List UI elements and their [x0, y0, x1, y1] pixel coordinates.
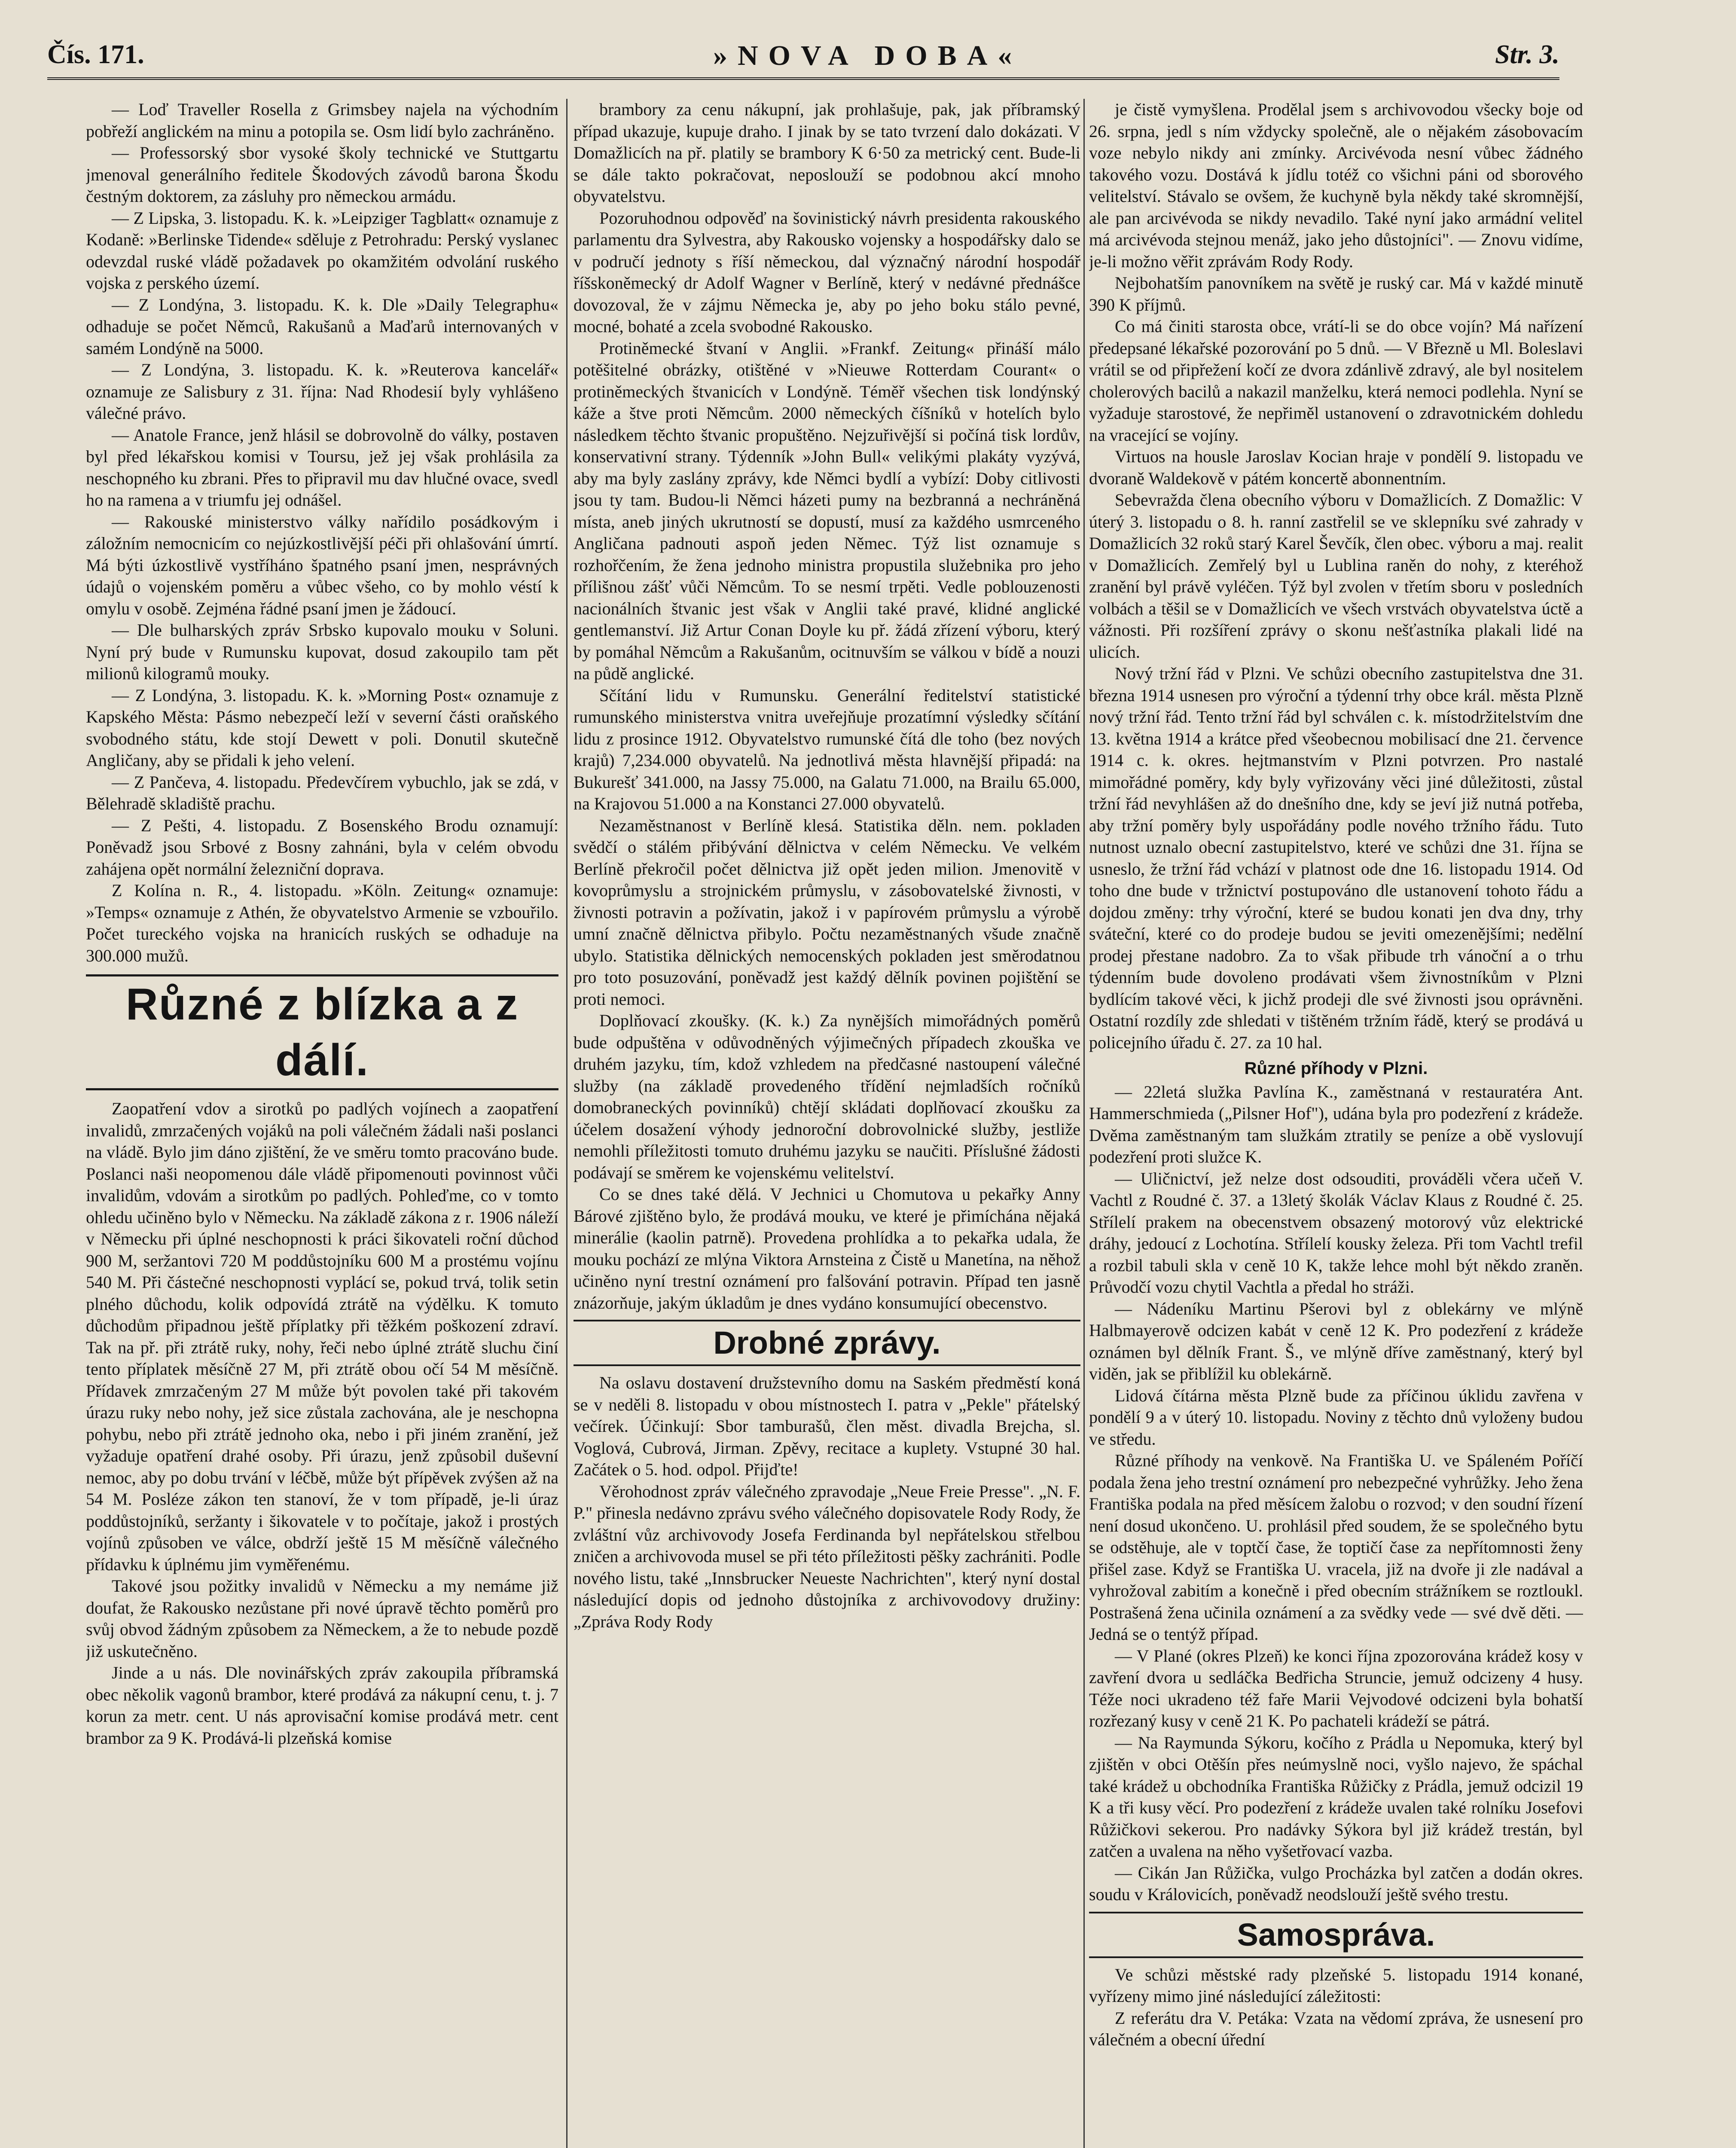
article-paragraph: Z Kolína n. R., 4. listopadu. »Köln. Zeitung« oznamuje: »Temps« oznamuje z Athén, že obyvatelstvo Armenie se vzbouřilo. Počet tureckého vojska na hranicích ruských se odhaduje na 300.000 mužů. [86, 881, 558, 965]
article-paragraph: Věrohodnost zpráv válečného zpravodaje „Neue Freie Presse". „N. F. P." přinesla nedávno zprávu svého válečného dopisovatele Rody Rody, že zvláštní vůz archivovody Josefa Ferdinanda byl nepřátelskou střelbou zničen a archivovoda musel se při této příležitosti pěšky zachrániti. Podle nového listu, také „Innsbrucker Neueste Nachrichten", který nyní dostal následující dopis od jednoho důstojníka z archivovodovy družiny: „Zpráva Rody Rody [574, 1481, 1080, 1631]
subheading: Různé příhody v Plzni. [1244, 1059, 1428, 1078]
article-paragraph: Virtuos na housle Jaroslav Kocian hraje v pondělí 9. listopadu ve dvoraně Waldekově v pátém koncertě abonnentním. [1089, 447, 1583, 488]
article-paragraph: — Z Pančeva, 4. listopadu. Předevčírem vybuchlo, jak se zdá, v Bělehradě skladiště prachu. [86, 772, 558, 813]
article-paragraph: — Na Raymunda Sýkoru, kočího z Prádla u Nepomuka, který byl zjištěn v obci Otěšín přes neúmyslně noci, vyšlo najevo, že spáchal také krádež u obchodníka Františka Růžičky z Prádla, jemuž odcizil 19 K a tři kusy věcí. Pro podezření z krádeže uvalen také rolníku Josefovi Růžičkovi sekerou. Pro nadávky Sýkora byl již krádež trestán, byl zatčen a uvalena na něho vyšetřovací vazba. [1089, 1733, 1583, 1861]
page-number: Str. 3. [1495, 40, 1559, 69]
newspaper-title: »NOVA DOBA« [713, 40, 1022, 71]
article-paragraph: — Z Lipska, 3. listopadu. K. k. »Leipziger Tagblatt« oznamuje z Kodaně: »Berlinske Tidende« sděluje z Petrohradu: Perský vyslanec odevzdal ruské vládě požadavek po okamžitém odvolání ruského vojska z perského území. [86, 208, 558, 293]
column-3 [1089, 99, 1583, 2148]
column-1 [86, 99, 558, 2148]
article-paragraph: — Uličnictví, jež nelze dost odsouditi, prováděli včera učeň V. Vachtl z Roudné č. 37. a 13letý školák Václav Klaus z Roudné č. 25. Střílelí prakem na obecenstvem obsazený motorový vůz elektrické dráhy, jedoucí z Lochotína. Střílelí kousky železa. Při tom Vachtl trefil a rozbil tabuli skla v ceně 10 K, takže lehce mohl být někdo zraněn. Průvodčí vozu chytil Vachtla a předal ho stráži. [1089, 1169, 1583, 1297]
column-2 [574, 99, 1080, 2148]
article-paragraph: Takové jsou požitky invalidů v Německu a my nemáme již doufat, že Rakousko nezůstane při nové úpravě těchto poměrů pro svůj obvod žádným způsobem za Německem, a že to nebude pozdě již uskutečněno. [86, 1576, 558, 1661]
article-paragraph: Různé příhody na venkově. Na Františka U. ve Spáleném Poříčí podala žena jeho trestní oznámení pro nebezpečné vyhrůžky. Jeho žena Františka podala na před měsícem žalobu o rozvod; v den soudní řízení není dosud ukončeno. U. prohlásil před soudem, že se společného bytu se odstěhuje, ale v toptčí čase, že toptičí čase za nepřítomnosti ženy přišel zase. Když se Františka U. vracela, již na dvoře ji zle nadával a vyhrožoval zabitím a konečně i před obecním strážníkem se roztloukl. Postrašená žena učinila oznámení a za svědky vede — své dvě děti. — Jedná se o tentýž případ. [1089, 1451, 1583, 1644]
article-paragraph: Sčítání lidu v Rumunsku. Generální ředitelství statistické rumunského ministerstva vnitra uveřejňuje prozatímní výsledky sčítání lidu z prosince 1912. Obyvatelstvo rumunské čítá dle toho (bez nových krajů) 7,234.000 obyvatelů. Na jednotlivá města hlavnější připadá: na Bukurešť 341.000, na Jassy 75.000, na Galatu 71.000, na Brailu 65.000, na Krajovou 51.000 a na Konstanci 27.000 obyvatelů. [574, 685, 1080, 813]
article-paragraph: — Loď Traveller Rosella z Grimsbey najela na východním pobřeží anglickém na minu a potopila se. Osm lidí bylo zachráněno. [86, 100, 558, 141]
column-divider [1083, 99, 1085, 2148]
article-paragraph: Protiněmecké štvaní v Anglii. »Frankf. Zeitung« přináší málo potěšitelné obrázky, otištěné v »Nieuwe Rotterdam Courant« o protiněmeckých štvanicích v Londýně. Téměř všechen tisk londýnský káže a štve proti Němcům. 2000 německých číšníků v hotelích bylo následkem těchto štvanic propuštěno. Nejzuřivější si počíná tisk lordův, konservativní strany. Týdenník »John Bull« velikými plakáty vyzývá, aby ma byly zaslány zprávy, kde Němci bydlí a vybízí: Doby citlivosti jsou ty tam. Budou-li Němci házeti pumy na bezbranná a nechráněná místa, aneb jiných ukrutností se dopustí, musí za každého usmrceného Angličana padnouti aspoň jeden Němec. Týž list oznamuje s rozhořčením, že žena jednoho ministra propustila služebnika pro jeho přílišnou zášť vůči Němcům. To se nesmí trpěti. Vedle poblouzenosti nacionálních štvanic jest však v Anglii také pravé, klidné anglické gentlemanství. Již Artur Conan Doyle ku př. žádá zřízení výboru, který by pomáhal Němcům a Rakušanům, ocitnuvším se válkou v bídě a nouzi na půdě anglické. [574, 338, 1080, 683]
article-paragraph: — Z Londýna, 3. listopadu. K. k. »Reuterova kancelář« oznamuje ze Salisbury z 31. října: Nad Rhodesií byly vyhlášeno válečné právo. [86, 360, 558, 423]
article-paragraph: — Rakouské ministerstvo války nařídilo posádkovým i záložním nemocnicím co nejúzkostlivější péči při ohlašování úmrtí. Má býti úzkostlivě vystříháno špatného psaní jmen, nesprávných údajů o vojenském poměru a vůbec všeho, co by mohlo véstí k omylu v osobě. Zejména řádné psaní jmen je žádoucí. [86, 512, 558, 618]
article-paragraph: Co se dnes také dělá. V Jechnici u Chomutova u pekařky Anny Bárové zjištěno bylo, že prodává mouku, ve které je přimíchána nějaká minerálie (kaolin patrně). Provedena prohlídka a to pekařka udala, že mouku pochází ze mlýna Viktora Arnsteina z Čistě u Manetína, na něhož učiněno nyní trestní oznámení pro falšování potravin. Případ ten jasně znázorňuje, jakým úkladům je dnes vydáno konsumující obecenstvo. [574, 1184, 1080, 1312]
article-paragraph: Sebevražda člena obecního výboru v Domažlicích. Z Domažlic: V úterý 3. listopadu o 8. h. ranní zastřelil se ve sklepníku své zahrady v Domažlicích 32 roků starý Karel Ševčík, člen obec. výboru a maj. realit v Domažlicích. Zemřelý byl u Lublina raněn do nohy, z kteréhož zranění byl právě vyléčen. Týž byl zvolen v třetím sboru v posledních volbách a těšil se v Domažlicích ve všech vrstvách obyvatelstva úctě a vážnosti. Při rozšíření zprávy o skonu nešťastníka plakali lidé na ulicích. [1089, 490, 1583, 662]
article-paragraph: — Z Londýna, 3. listopadu. K. k. Dle »Daily Telegraphu« odhaduje se počet Němců, Rakušanů a Maďarů internovaných v samém Londýně na 5000. [86, 295, 558, 358]
section-heading: Různé z blízka a z dálí. [86, 974, 558, 1090]
column-divider [566, 99, 567, 2148]
article-paragraph: Zaopatření vdov a sirotků po padlých vojínech a zaopatření invalidů, zmrzačených vojáků na poli válečném žádali naši poslanci na vládě. Bylo jim dáno zjištění, že ve směru tomto pracováno bude. Poslanci naši neopomenou dále vládě připomenouti povinnost vůči invalidům, vdovám a sirotkům po padlých. Pohleďme, co v tomto ohledu učiněno bylo v Německu. Na základě zákona z r. 1906 náleží v Německu při úplné neschopnosti k práci šikovateli roční důchod 900 M, seržantovi 720 M poddůstojníku 600 M a prostému vojínu 540 M. Při částečné neschopnosti vyplácí se, pokud trvá, tolik setin plného důchodu, kolik odpovídá ztrátě na výdělku. K tomuto důchodům připadnou ještě příplatky při těžkém poškození zdraví. Tak na př. při ztrátě ruky, nohy, řeči nebo úplné ztrátě sluchu činí tento příplatek měsíčně 27 M, při ztrátě obou očí 54 M měsíčně. Přídavek zmrzačeným 27 M může být povolen také při takovém úrazu ruky nebo nohy, jež sice zůstala zachována, ale je neschopna pohybu, nebo při ztrátě jednoho oka, nebo i při jiném zranění, jež vyžaduje opatření drahé osoby. Při úrazu, jenž způsobil duševní nemoc, aby po dobu trvání v léčbě, může být přípěvek zvýšen až na 54 M. Posléze zákon ten stanoví, že v tom případě, je-li úraz poddůstojníků, seržanty i šikovatele v to počítaje, jakož i prostých vojínů způsoben ve válce, obdrží ještě 15 M měsíčně válečného přídavku k úplnému jim vyměřenému. [86, 1099, 558, 1574]
article-paragraph: — Cikán Jan Růžička, vulgo Procházka byl zatčen a dodán okres. soudu v Královicích, poněvadž neodslouží ještě svého trestu. [1089, 1863, 1583, 1904]
article-paragraph: — V Plané (okres Plzeň) ke konci října zpozorována krádež kosy v zavření dvora u sedláčka Bedřicha Struncie, jemuž odcizeny 4 husy. Téže noci ukradeno též faře Marii Vejvodové odcizeni byla bohatší rozřezaný kusy v ceně 21 K. Po pachateli krádeží se pátrá. [1089, 1646, 1583, 1730]
article-paragraph: Na oslavu dostavení družstevního domu na Saském předměstí koná se v neděli 8. listopadu v obou místnostech I. patra v „Pekle" přátelský večírek. Účinkují: Sbor tamburašů, člen měst. divadla Brejcha, sl. Voglová, Cubrová, Jirman. Zpěvy, recitace a kuplety. Vstupné 30 hal. Začátek o 5. hod. odpol. Přijďte! [574, 1373, 1080, 1479]
article-paragraph: Z referátu dra V. Petáka: Vzata na vědomí zpráva, že usnesení pro válečném a obecní úřední [1089, 2008, 1583, 2049]
article-paragraph: — Dle bulharských zpráv Srbsko kupovalo mouku v Soluni. Nyní prý bude v Rumunsku kupovat, dosud zakoupilo tam pět milionů kilogramů mouky. [86, 620, 558, 683]
article-paragraph: Co má činiti starosta obce, vrátí-li se do obce vojín? Má nařízení předepsané lékařské pozorování po 5 dnů. — V Březně u Ml. Boleslavi vrátil se od připřežení kočí ze dvora zdánlivě zdravý, ale byl nositelem cholerových bacilů a nakazil manželku, která nemoci podlehla. Nyní se vyžaduje starostové, že nepřiměl ustanovení o zdravotnickém dohledu na vracející se vojíny. [1089, 317, 1583, 445]
issue-number: Čís. 171. [47, 40, 144, 69]
section-heading: Drobné zprávy. [574, 1320, 1080, 1366]
article-paragraph: — Z Londýna, 3. listopadu. K. k. »Morning Post« oznamuje z Kapského Města: Pásmo nebezpečí leží v severní části oraňského svobodného státu, kde stojí Dewett v poli. Donutil skutečně Angličany, aby se přidali k jeho velení. [86, 685, 558, 770]
article-paragraph: — Professorský sbor vysoké školy technické ve Stuttgartu jmenoval generálního ředitele Škodových závodů barona Škodu čestným doktorem, za zásluhy pro německou armádu. [86, 143, 558, 206]
section-heading: Samospráva. [1089, 1912, 1583, 1958]
article-paragraph: — Anatole France, jenž hlásil se dobrovolně do války, postaven byl před lékařskou komisi v Toursu, jež jej však prohlásila za neschopného ku zbrani. Přes to připravil mu dav hlučné ovace, svedl ho na ramena a v triumfu jej odnášel. [86, 425, 558, 510]
article-paragraph: je čistě vymyšlena. Prodělal jsem s archivovodou všecky boje od 26. srpna, jedl s ním vždycky společně, ale o nějakém zásobovacím voze nebylo nikdy ani zmínky. Arcivévoda nesní vůbec žádného takového vozu. Dostává k jídlu totéž co všichni páni od sborového velitelství. Stávalo se ovšem, že kuchyně byla někdy také skromnější, ale pan arcivévoda se nikdy nevadilo. Také nyní jako armádní velitel má arcivévoda stejnou menáž, jako jeho důstojníci". — Znovu vidíme, je-li možno věřit zprávám Rody Rody. [1089, 100, 1583, 271]
article-paragraph: — 22letá služka Pavlína K., zaměstnaná v restauratéra Ant. Hammerschmieda („Pilsner Hof"), udána byla pro podezření z krádeže. Dvěma zaměstnaným tam služkám ztratily se peníze a obě vyslovují podezření proti služce K. [1089, 1082, 1583, 1166]
article-paragraph: — Nádeníku Martinu Pšerovi byl z oblekárny ve mlýně Halbmayerově odcizen kabát v ceně 12 K. Pro podezření z krádeže oznámen byl dělník Frant. Š., ve mlýně dříve zaměstnaný, který byl viděn, jak se přiblížil ku oblekárně. [1089, 1299, 1583, 1383]
article-paragraph: Lidová čítárna města Plzně bude za příčinou úklidu zavřena v pondělí 9 a v úterý 10. listopadu. Noviny z těchto dnů vyloženy budou ve středu. [1089, 1385, 1583, 1449]
masthead [47, 30, 1559, 80]
article-paragraph: Nejbohatším panovníkem na světě je ruský car. Má v každé minutě 390 K příjmů. [1089, 273, 1583, 314]
article-paragraph: Ve schůzi městské rady plzeňské 5. listopadu 1914 konané, vyřízeny mimo jiné následující záležitosti: [1089, 1965, 1583, 2006]
article-paragraph: Doplňovací zkoušky. (K. k.) Za nynějších mimořádných poměrů bude odpuštěna v odůvodněných výjimečných případech zkouška ve druhém jazyku, tím, kdož vzhledem na předčasné nastoupení válečné služby (na základě provedeného třídění nejmladších ročníků domobraneckých povinníků) chtějí skládati doplňovací zkoušku za účelem dosažení výhody jednoroční dobrovolnické služby, jestliže nemohli příležitosti tomuto druhému jazyku se naučiti. Příslušné žádosti podávají se směrem ke vojenskému velitelství. [574, 1011, 1080, 1182]
article-paragraph: Jinde a u nás. Dle novinářských zpráv zakoupila příbramská obec několik vagonů brambor, které prodává za nákupní cenu, t. j. 7 korun za metr. cent. U nás aprovisační komise prodává metr. cent brambor za 9 K. Prodává-li plzeňská komise [86, 1663, 558, 1748]
article-paragraph: Nezaměstnanost v Berlíně klesá. Statistika děln. nem. pokladen svědčí o stálém přibývání dělnictva v celém Německu. Ve velkém Berlíně překročil počet dělnictva již opět jeden milion. Jmenovitě v kovoprůmyslu a strojnickém průmyslu, v zásobovatelské živnosti, v živnosti potravin a požívatin, jakož i v papírovém průmyslu a výrobě umní značně dělnictva přibylo. Počtu nezaměstnaných všude značně ubylo. Statistika dělnických nemocenských pokladen jest směrodatnou pro toto posuzování, poněvadž jest každý dělník povinen pojištění se proti nemoci. [574, 815, 1080, 1009]
article-paragraph: — Z Pešti, 4. listopadu. Z Bosenského Brodu oznamují: Poněvadž jsou Srbové z Bosny zahnáni, byla v celém obvodu zahájena opět normální železniční doprava. [86, 815, 558, 879]
article-paragraph: brambory za cenu nákupní, jak prohlašuje, pak, jak příbramský případ ukazuje, kupuje draho. I jinak by se tato tvrzení dalo dokázati. V Domažlicích na př. platily se brambory K 6·50 za metrický cent. Bude-li se dále takto pokračovat, neposlouží se podobnou akcí mnoho obyvatelstvu. [574, 100, 1080, 206]
article-paragraph: Nový tržní řád v Plzni. Ve schůzi obecního zastupitelstva dne 31. března 1914 usnesen pro výroční a týdenní trhy obce král. města Plzně nový tržní řád. Tento tržní řád byl schválen c. k. místodržitelstvím dne 13. května 1914 a krátce před všeobecnou mobilisací dne 21. července 1914 c. k. okres. hejtmanstvím v Plzni potvrzen. Pro nastalé mimořádné poměry, kdy byly vyřizovány věci jiné důležitosti, zůstal tržní řád nevyhlášen až do dnešního dne, kdy se jeví již nutná potřeba, aby tržní poměry byly uspořádány podle nového tržního řádu. Tuto nutnost uznalo obecní zastupitelstvo, které ve schůzi dne 31. října se usneslo, že tržní řád vchází v platnost ode dne 16. listopadu 1914. Od toho dne bude v tržnictví postupováno dle ustanovení tohoto řádu a dojdou změny: trhy výroční, které se budou konati jen dva dny, trhy sváteční, které co do prodeje budou se jeviti omezenějšími; nedělní prodej přestane nadobro. Za to však přibude trh vánoční a o trhu týdenním bude dovoleno prodávati všem živnostníkům v Plzni bydlícím takové věci, k jichž prodeji dle své živnosti jsou oprávněni. Ostatní rozdíly zde shledati v tištěném tržním řádě, který se prodává u policejního úřadu č. 27. za 10 hal. [1089, 664, 1583, 1052]
article-paragraph: Pozoruhodnou odpověď na šovinistický návrh presidenta rakouského parlamentu dra Sylvestra, aby Rakousko vojensky a hospodářsky dalo se v područí jednoty s říší německou, dal význačný národní hospodář říšskoněmecký dr Adolf Wagner v Berlíně, který v nedávné přednášce dovozoval, že v zájmu Německa je, aby po jeho boku stálo pevné, mocné, bohaté a zcela svobodné Rakousko. [574, 208, 1080, 336]
